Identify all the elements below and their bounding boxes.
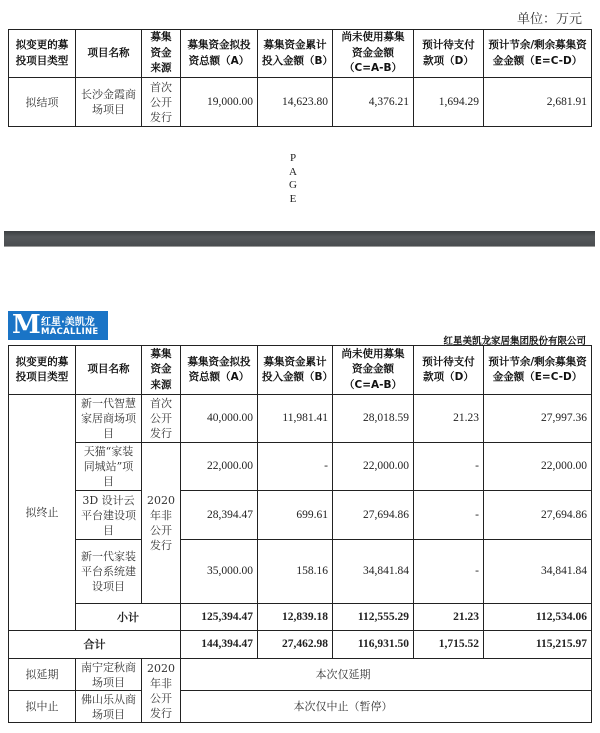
cell-project: 南宁定秋商场项目 [76, 659, 142, 691]
cell-type-terminate: 拟终止 [9, 395, 76, 631]
page-marker-letter: A [289, 165, 297, 178]
total-b: 27,462.98 [258, 631, 333, 659]
cell-a: 28,394.47 [181, 491, 258, 540]
header-b: 募集资金累计投入金额（B） [258, 30, 333, 78]
page-marker-letter: E [289, 192, 297, 205]
cell-c: 4,376.21 [333, 78, 414, 127]
cell-a: 40,000.00 [181, 395, 258, 443]
header-d: 预计待支付款项（D） [414, 346, 484, 395]
table-header-row [9, 346, 592, 395]
header-a: 募集资金拟投资总额（A） [181, 346, 258, 395]
subtotal-e: 112,534.06 [484, 604, 592, 631]
cell-type-suspend: 拟中止 [9, 691, 76, 723]
table-header-row [9, 30, 592, 78]
subtotal-a: 125,394.47 [181, 604, 258, 631]
header-project: 项目名称 [76, 346, 142, 395]
cell-source: 首次公开发行 [142, 395, 181, 443]
logo-letter: M [12, 310, 41, 340]
page-marker [286, 152, 300, 206]
cell-source-shared: 2020年非公开发行 [142, 443, 181, 604]
table-row [9, 540, 592, 604]
header-a: 募集资金拟投资总额（A） [181, 30, 258, 78]
company-name: 红星美凯龙家居集团股份有限公司 [443, 336, 586, 347]
company-logo [8, 311, 108, 340]
header-c: 尚未使用募集资金金额（C=A-B） [333, 30, 414, 78]
cell-d: - [414, 443, 484, 491]
cell-project: 佛山乐从商场项目 [76, 691, 142, 723]
unit-label: 单位：万元 [516, 12, 582, 27]
cell-c: 34,841.84 [333, 540, 414, 604]
cell-d: 21.23 [414, 395, 484, 443]
cell-project: 天猫“家装同城站”项目 [76, 443, 142, 491]
suspend-note: 本次仅中止（暂停） [181, 691, 592, 723]
header-type: 拟变更的募投项目类型 [9, 346, 76, 395]
cell-e: 27,997.36 [484, 395, 592, 443]
cell-d: 1,694.29 [414, 78, 484, 127]
table-row [9, 491, 592, 540]
subtotal-d: 21.23 [414, 604, 484, 631]
cell-b: 699.61 [258, 491, 333, 540]
cell-e: 2,681.91 [484, 78, 592, 127]
table-row [9, 78, 592, 127]
total-row [9, 631, 592, 659]
cell-d: - [414, 491, 484, 540]
subtotal-c: 112,555.29 [333, 604, 414, 631]
page-marker-letter: P [289, 152, 297, 164]
header-type: 拟变更的募投项目类型 [9, 30, 76, 78]
header-project: 项目名称 [76, 30, 142, 78]
subtotal-b: 12,839.18 [258, 604, 333, 631]
header-e: 预计节余/剩余募集资金金额（E=C-D） [484, 346, 592, 395]
fund-change-table-part2 [8, 345, 592, 723]
total-d: 1,715.52 [414, 631, 484, 659]
cell-c: 22,000.00 [333, 443, 414, 491]
cell-type-extend: 拟延期 [9, 659, 76, 691]
fund-change-table-part1 [8, 29, 592, 127]
cell-e: 27,694.86 [484, 491, 592, 540]
total-label: 合计 [9, 631, 181, 659]
subtotal-row [9, 604, 592, 631]
total-a: 144,394.47 [181, 631, 258, 659]
subtotal-label: 小计 [76, 604, 181, 631]
cell-type: 拟结项 [9, 78, 76, 127]
header-e: 预计节余/剩余募集资金金额（E=C-D） [484, 30, 592, 78]
cell-c: 27,694.86 [333, 491, 414, 540]
cell-source-shared-bottom: 2020年非公开发行 [142, 659, 181, 723]
cell-b: 14,623.80 [258, 78, 333, 127]
table-row [9, 395, 592, 443]
cell-b: 11,981.41 [258, 395, 333, 443]
cell-a: 22,000.00 [181, 443, 258, 491]
cell-project: 长沙金霞商场项目 [76, 78, 142, 127]
cell-a: 35,000.00 [181, 540, 258, 604]
table-row [9, 443, 592, 491]
logo-en-name: MACALLINE [41, 327, 99, 337]
cell-e: 22,000.00 [484, 443, 592, 491]
header-source: 募集资金来源 [142, 30, 181, 78]
cell-b: 158.16 [258, 540, 333, 604]
suspend-row [9, 691, 592, 723]
total-c: 116,931.50 [333, 631, 414, 659]
extend-note: 本次仅延期 [181, 659, 592, 691]
header-c: 尚未使用募集资金金额（C=A-B） [333, 346, 414, 395]
page-separator-bar [4, 231, 595, 247]
cell-c: 28,018.59 [333, 395, 414, 443]
logo-cn-name: 红星·美凯龙 [41, 317, 95, 328]
cell-project: 新一代家装平台系统建设项目 [76, 540, 142, 604]
document-page-2 [0, 247, 600, 733]
cell-a: 19,000.00 [181, 78, 258, 127]
total-e: 115,215.97 [484, 631, 592, 659]
cell-project: 新一代智慧家居商场项目 [76, 395, 142, 443]
cell-e: 34,841.84 [484, 540, 592, 604]
cell-d: - [414, 540, 484, 604]
cell-source: 首次公开发行 [142, 78, 181, 127]
document-page-1 [0, 0, 600, 230]
header-source: 募集资金来源 [142, 346, 181, 395]
cell-project: 3D 设计云平台建设项目 [76, 491, 142, 540]
header-b: 募集资金累计投入金额（B） [258, 346, 333, 395]
cell-b: - [258, 443, 333, 491]
page-marker-letter: G [289, 179, 297, 191]
extend-row [9, 659, 592, 691]
header-d: 预计待支付款项（D） [414, 30, 484, 78]
